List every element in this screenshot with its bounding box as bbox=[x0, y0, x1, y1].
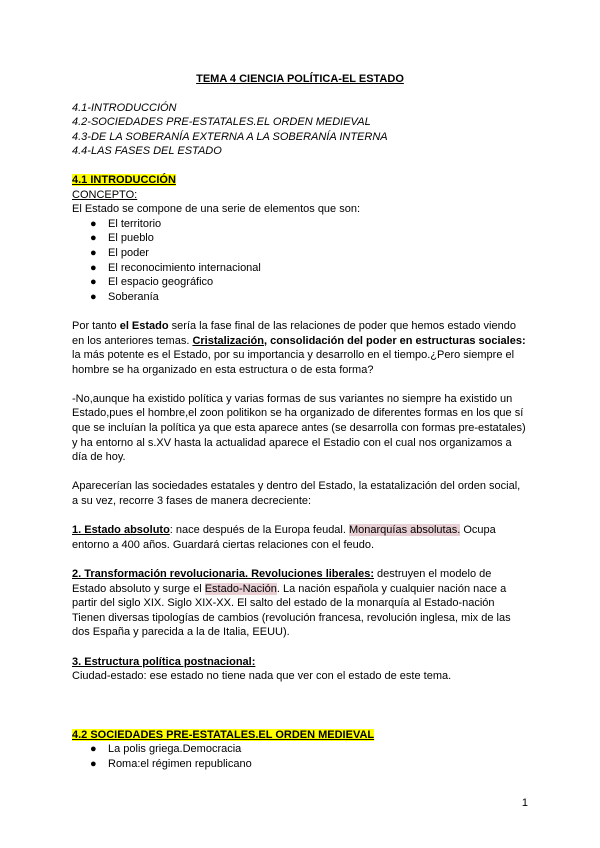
list-item: ● Soberanía bbox=[90, 290, 159, 303]
list-item: ● Roma:el régimen republicano bbox=[90, 757, 252, 770]
pre-estatales-list bbox=[72, 742, 528, 771]
phase-3-text: Ciudad-estado: ese estado no tiene nada que ver con el estado de este tema. bbox=[72, 670, 452, 683]
bullet-icon: ● bbox=[90, 757, 97, 770]
bullet-icon: ● bbox=[90, 217, 97, 230]
list-item: ● La polis griega.Democracia bbox=[90, 743, 242, 756]
section-introduccion bbox=[72, 173, 528, 684]
section-heading: 4.2 SOCIEDADES PRE-ESTATALES.EL ORDEN MEDIEVAL bbox=[72, 728, 375, 741]
paragraph-estado: Por tanto el Estado sería la fase final de las relaciones de poder que hemos estado viendo en los anteriores temas. Cristalización, consolidación del poder en estructuras sociales: la más potente es el Estado, por su importancia y desarrollo en el tiempo.¿Pero siempre el hombre se ha organizado en esta estructura o de esta forma? bbox=[72, 319, 526, 376]
elements-list bbox=[72, 217, 528, 305]
phase-1: 1. Estado absoluto: nace después de la Europa feudal. Monarquías absolutas. Ocupa entorno a 400 años. Guardará ciertas relaciones con el feudo. bbox=[72, 524, 496, 551]
table-of-contents bbox=[72, 101, 528, 159]
bullet-icon: ● bbox=[90, 232, 97, 245]
bullet-icon: ● bbox=[90, 290, 97, 303]
toc-item: 4.3-DE LA SOBERANÍA EXTERNA A LA SOBERANÍA INTERNA bbox=[72, 130, 388, 143]
bullet-icon: ● bbox=[90, 276, 97, 289]
phase-3-title: 3. Estructura política postnacional: bbox=[72, 655, 256, 668]
list-item: ● El poder bbox=[90, 246, 149, 259]
section-heading: 4.1 INTRODUCCIÓN bbox=[72, 173, 176, 186]
document-page bbox=[72, 72, 528, 771]
phase-2: 2. Transformación revolucionaria. Revoluciones liberales: destruyen el modelo de Estado absoluto y surge el Estado-Nación. La nación española y cualquier nación nace a partir del siglo XIX. Siglo XIX-XX. El salto del estado de la monarquía al Estado-nación Tienen diversas tipologías de cambios (revolución francesa, revolución inglesa, mix de las dos España y parecida a la de Italia, EEUU). bbox=[72, 568, 511, 639]
paragraph-fases: Aparecerían las sociedades estatales y dentro del Estado, la estatalización del orden social, a su vez, recorre 3 fases de manera decreciente: bbox=[72, 480, 521, 508]
elements-intro: El Estado se compone de una serie de elementos que son: bbox=[72, 203, 361, 216]
bullet-icon: ● bbox=[90, 246, 97, 259]
section-sociedades-pre-estatales bbox=[72, 728, 528, 772]
toc-item: 4.1-INTRODUCCIÓN bbox=[72, 101, 177, 114]
document-title: TEMA 4 CIENCIA POLÍTICA-EL ESTADO bbox=[196, 73, 404, 85]
list-item: ● El reconocimiento internacional bbox=[90, 261, 261, 274]
toc-item: 4.4-LAS FASES DEL ESTADO bbox=[72, 145, 222, 158]
list-item: ● El espacio geográfico bbox=[90, 276, 214, 289]
paragraph-no-siempre: -No,aunque ha existido política y varias formas de sus variantes no siempre ha existido un Estado,pues el hombre,el zoon politikon se ha organizado de diferentes formas en los que sí que se incluían la política ya que esta aparece antes (se desarrolla con formas pre-estatales) y ha entorno al s.XV hasta la actualidad aparece el Estadio con el cual nos organizamos a día de hoy. bbox=[72, 392, 526, 464]
list-item: ● El territorio bbox=[90, 217, 162, 230]
list-item: ● El pueblo bbox=[90, 232, 154, 245]
bullet-icon: ● bbox=[90, 743, 97, 756]
concepto-label: CONCEPTO: bbox=[72, 188, 138, 201]
toc-item: 4.2-SOCIEDADES PRE-ESTATALES.EL ORDEN MEDIEVAL bbox=[72, 116, 371, 129]
page-number: 1 bbox=[521, 797, 528, 809]
bullet-icon: ● bbox=[90, 261, 97, 274]
